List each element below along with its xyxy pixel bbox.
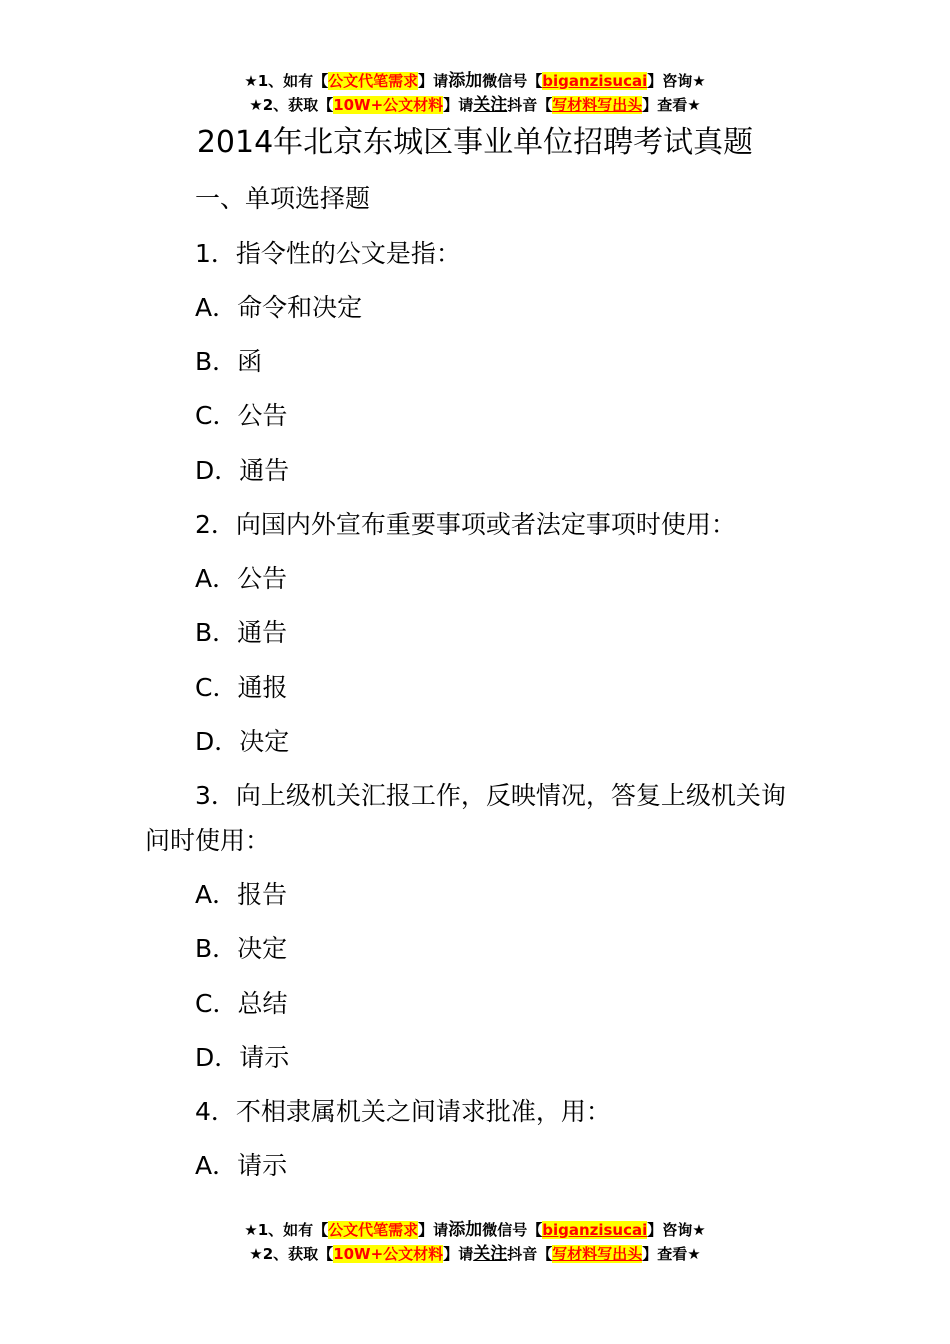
header-banner <box>0 69 950 117</box>
banner-text: ★2、获取【 <box>249 96 334 114</box>
banner-douyin-link[interactable]: 写材料写出头 <box>552 1245 643 1263</box>
banner-text: 】咨询★ <box>647 72 706 90</box>
question-3-option-b: B．决定 <box>195 934 288 963</box>
question-1: 1．指令性的公文是指： <box>195 239 461 268</box>
question-4: 4．不相隶属机关之间请求批准，用： <box>195 1097 611 1126</box>
question-2: 2．向国内外宣布重要事项或者法定事项时使用： <box>195 510 736 539</box>
question-2-option-b: B．通告 <box>195 618 288 647</box>
banner-text-emphasis: 关注 <box>473 1244 508 1264</box>
question-3-continued: 问时使用： <box>145 826 271 855</box>
question-3-option-a: A．报告 <box>195 880 288 909</box>
banner-text: 】咨询★ <box>647 1221 706 1239</box>
banner-text: 】查看★ <box>642 96 701 114</box>
banner-text-emphasis: 添加 <box>448 1220 483 1240</box>
banner-text: ★1、如有【 <box>244 72 329 90</box>
section-heading: 一、单项选择题 <box>195 184 371 213</box>
footer-banner <box>0 1218 950 1266</box>
question-1-option-c: C．公告 <box>195 401 288 430</box>
banner-text: 】请 <box>418 1221 449 1239</box>
banner-text-emphasis: 关注 <box>473 95 508 115</box>
banner-text: ★1、如有【 <box>244 1221 329 1239</box>
question-3-option-d: D．请示 <box>195 1043 290 1072</box>
question-2-option-c: C．通报 <box>195 673 288 702</box>
banner-text: 微信号【 <box>482 72 543 90</box>
question-2-option-a: A．公告 <box>195 564 288 593</box>
banner-text: 】请 <box>443 1245 474 1263</box>
banner-text: 抖音【 <box>507 1245 553 1263</box>
question-2-option-d: D．决定 <box>195 727 290 756</box>
banner-wechat-id-link[interactable]: biganzisucai <box>542 72 648 90</box>
banner-line-1 <box>0 1218 950 1242</box>
question-3: 3．向上级机关汇报工作，反映情况，答复上级机关询 <box>195 781 786 810</box>
document-title: 2014年北京东城区事业单位招聘考试真题 <box>196 125 754 160</box>
banner-highlight-materials: 10W+公文材料 <box>333 96 444 114</box>
question-4-option-a: A．请示 <box>195 1151 288 1180</box>
banner-text: 】请 <box>418 72 449 90</box>
banner-highlight-service: 公文代笔需求 <box>328 1221 419 1239</box>
banner-wechat-id-link[interactable]: biganzisucai <box>542 1221 648 1239</box>
banner-text: 抖音【 <box>507 96 553 114</box>
banner-text: 】请 <box>443 96 474 114</box>
banner-highlight-materials: 10W+公文材料 <box>333 1245 444 1263</box>
banner-text-emphasis: 添加 <box>448 71 483 91</box>
banner-highlight-service: 公文代笔需求 <box>328 72 419 90</box>
question-1-option-a: A．命令和决定 <box>195 293 363 322</box>
banner-line-2 <box>0 1242 950 1266</box>
question-1-option-d: D．通告 <box>195 456 290 485</box>
banner-text: 】查看★ <box>642 1245 701 1263</box>
banner-text: ★2、获取【 <box>249 1245 334 1263</box>
question-3-option-c: C．总结 <box>195 989 288 1018</box>
banner-text: 微信号【 <box>482 1221 543 1239</box>
banner-line-2 <box>0 93 950 117</box>
banner-line-1 <box>0 69 950 93</box>
banner-douyin-link[interactable]: 写材料写出头 <box>552 96 643 114</box>
question-1-option-b: B．函 <box>195 347 263 376</box>
